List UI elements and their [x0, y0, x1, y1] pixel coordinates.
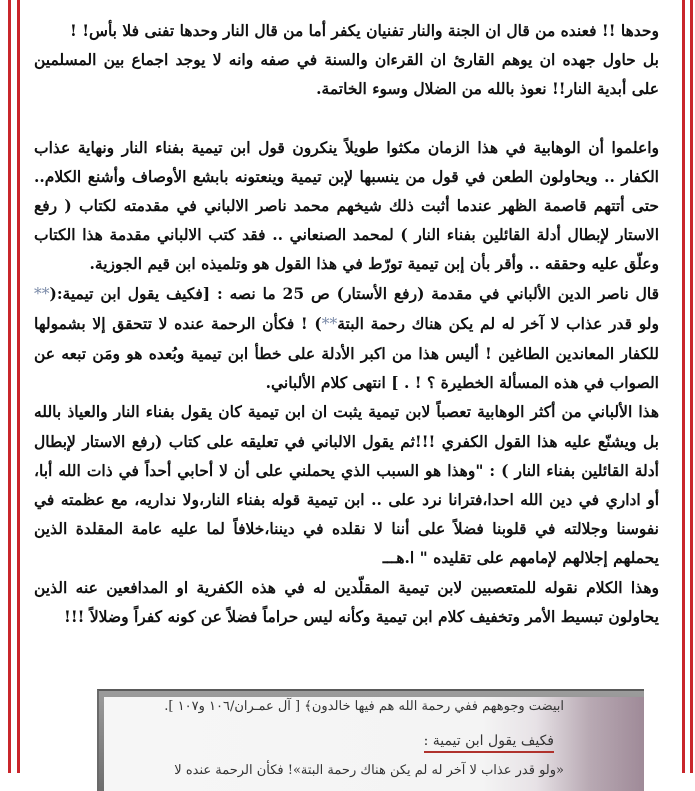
paragraph-4-quote	[34, 279, 659, 398]
paragraph-2: بل حاول جهده ان يوهم القارئ ان القرءان والسنة في صفه وانه لا يوجد اجماع بين المسلمين على أبدية النار!! نعوذ بالله من الضلال وسوء الخاتمة.	[34, 50, 659, 99]
scan-page	[104, 697, 644, 791]
star-marker-open: **	[34, 284, 50, 303]
page-border-left-inner	[17, 0, 20, 773]
star-marker-close: **	[321, 314, 338, 333]
paragraph-5: هذا الألباني من أكثر الوهابية تعصباً لابن تيمية يثبت ان ابن تيمية كان يقول بفناء النار والعياذ بالله بل ويشنّع عليه هذا القول الكفري !!!ثم يقول الالباني في تعليقه على كتاب (رفع الاستار لإبطال أدلة القائلين بفناء النار ) : "وهذا هو السبب الذي يحملني على أن لا أحابي أحداً في ذات الله أبا، أو اداري في دين الله احدا،فترانا نرد على .. ابن تيمية قوله بفناء النار،ولا نداريه، مع عظمته في نفوسنا وجلالته في قلوبنا فضلاً على أننا لا نقلده في ديننا،خلافاً لما عليه عامة المقلدة الذين يحملهم إجلالهم لإمامهم على تقليده " ا.هـــ	[34, 402, 659, 568]
page-border-right-outer	[690, 0, 693, 773]
page-border-left-outer	[8, 0, 11, 773]
quoted-text: ولو قدر عذاب لا آخر له لم يكن هناك رحمة البتة	[337, 313, 659, 333]
scan-text-line: «ولو قدر عذاب لا آخر له لم يكن هناك رحمة البتة»! فكأن الرحمة عنده لا	[174, 763, 564, 778]
paragraph-6: وهذا الكلام نقوله للمتعصبين لابن تيمية المقلّدين له في هذه الكفرية او المدافعين عنه الذين يحاولون تبسيط الأمر وتخفيف كلام ابن تيمية وكأنه ليس حراماً فضلاً عن كونه كفراً وضلالاً !!!	[34, 577, 659, 626]
quote-intro: قال ناصر الدين الألباني في مقدمة (رفع الأستار) ص 25 ما نصه : [فكيف يقول ابن تيمية:(	[49, 283, 659, 303]
embedded-scan-image	[97, 689, 644, 791]
paragraph-1: وحدها !! فعنده من قال ان الجنة والنار تفنيان يكفر أما من قال النار وحدها تفنى فلا بأس! !	[70, 21, 659, 40]
page-border-right-inner	[682, 0, 685, 773]
scan-heading-underlined: فكيف يقول ابن تيمية :	[424, 733, 554, 753]
document-body	[34, 0, 659, 631]
scan-text-line: ابيضت وجوههم ففي رحمة الله هم فيها خالدون﴾ [ آل عمـران/١٠٦ و١٠٧ ].	[164, 699, 564, 714]
paragraph-3: واعلموا أن الوهابية في هذا الزمان مكثوا طويلاً ينكرون قول ابن تيمية بفناء النار ونهاية عذاب الكفار .. ويحاولون الطعن في قول من ينسبها لإبن تيمية وينعتونه بابشع الأوصاف وأشنع الكلام.. حتى أتتهم قاصمة الظهر عندما أثبت ذلك شيخهم محمد ناصر الالباني في مقدمته لكتاب ( رفع الاستار لإبطال أدلة القائلين بفناء النار ) لمحمد الصنعاني .. فقد كتب الالباني مقدمة هذا الكتاب وعلّق عليه وحققه .. وأقر بأن إبن تيمية تورّط في هذا القول هو وتلميذه ابن قيم الجوزية.	[34, 137, 659, 274]
quote-commentary: ) ! فكأن الرحمة عنده لا تتحقق إلا بشمولها للكفار المعاندين الطاغين ! أليس هذا من اكبر الأدلة على خطأ ابن تيمية وبُعده هو ومَن تبعه عن الصواب في هذه المسألة الخطيرة ؟ ! . ] انتهى كلام الألباني.	[34, 313, 659, 393]
